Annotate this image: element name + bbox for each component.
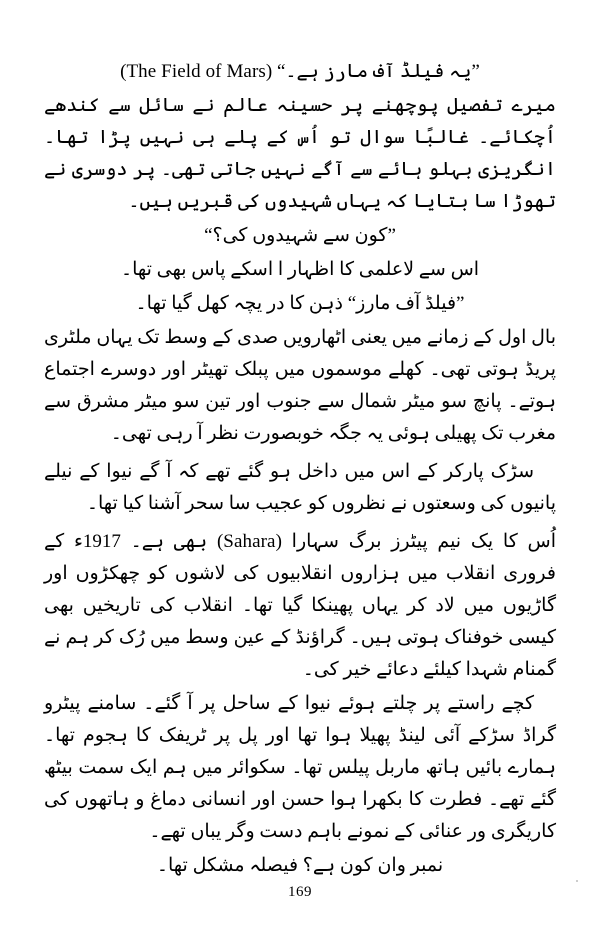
paragraph: اُس کا یک نیم پیٹرز برگ سہارا (Sahara) بھی ہے۔ 1917ء کے فروری انقلاب میں ہزاروں انقلابیوں کی لاشوں کو چھکڑوں اور گاڑیوں میں لاد کر یہاں پھینکا گیا تھا۔ انقلاب کی تاریخیں بھی کیسی خوفناک ہوتی ہیں۔ گراؤنڈ کے عین وسط میں رُک کر ہم نے گمنام شہدا کیلئے دعائے خیر کی۔: [44, 531, 556, 680]
paragraph: اس سے لاعلمی کا اظہار ا اسکے پاس بھی تھا۔: [120, 259, 480, 280]
page-body: [44, 56, 556, 884]
page-number: 169: [288, 884, 312, 900]
paragraph: ”کون سے شہیدوں کی؟“: [204, 225, 396, 246]
paragraph: کچے راستے پر چلتے ہوئے نیوا کے ساحل پر آ گئے۔ سامنے پیٹرو گراڈ سڑکے آئی لینڈ پھیلا ہوا تھا اور پل پر ٹریفک کا ہجوم تھا۔ ہمارے بائیں ہاتھ ماربل پیلس تھا۔ سکوائر میں ہم ایک سمت بیٹھ گئے تھے۔ فطرت کا بکھرا ہوا حسن اور انسانی دماغ و ہاتھوں کی کاریگری ور عنائی کے نمونے باہم دست وگر یباں تھے۔: [44, 693, 556, 842]
paragraph: ”فیلڈ آف مارز“ ذہن کا در یچہ کھل گیا تھا۔: [135, 293, 465, 314]
paragraph: سڑک پارکر کے اس میں داخل ہو گئے تھے کہ آ گے نیوا کے نیلے پانیوں کی وسعتوں نے نظروں کو عجیب سا سحر آشنا کیا تھا۔: [44, 461, 556, 514]
paragraph: میرے تفصیل پوچھنے پر حسینہ عالم نے سائل سے کندھے اُچکائے۔ غالبًا سوال تو اُس کے پلے ہی نہیں پڑا تھا۔ انگریزی بہلو ہائے سے آگے نہیں جاتی تھی۔ پر دوسری نے تھوڑا سا بتایا کہ یہاں شہیدوں کی قبریں ہیں۔: [44, 95, 556, 212]
paragraph: بال اول کے زمانے میں یعنی اٹھارویں صدی کے وسط تک یہاں ملٹری پریڈ ہوتی تھی۔ کھلے موسموں میں پبلک تھیٹر اور دوسرے اجتماع ہوتے۔ پانچ سو میٹر شمال سے جنوب اور تین سو میٹر مشرق سے مغرب تک پھیلی ہوئی یہ جگہ خوبصورت نظر آ رہی تھی۔: [44, 327, 556, 444]
paragraph: ”یہ فیلڈ آف مارز ہے۔“ (The Field of Mars): [120, 61, 480, 82]
paper-speck: [576, 880, 578, 882]
paragraph: نمبر وان کون ہے؟ فیصلہ مشکل تھا۔: [156, 855, 444, 876]
